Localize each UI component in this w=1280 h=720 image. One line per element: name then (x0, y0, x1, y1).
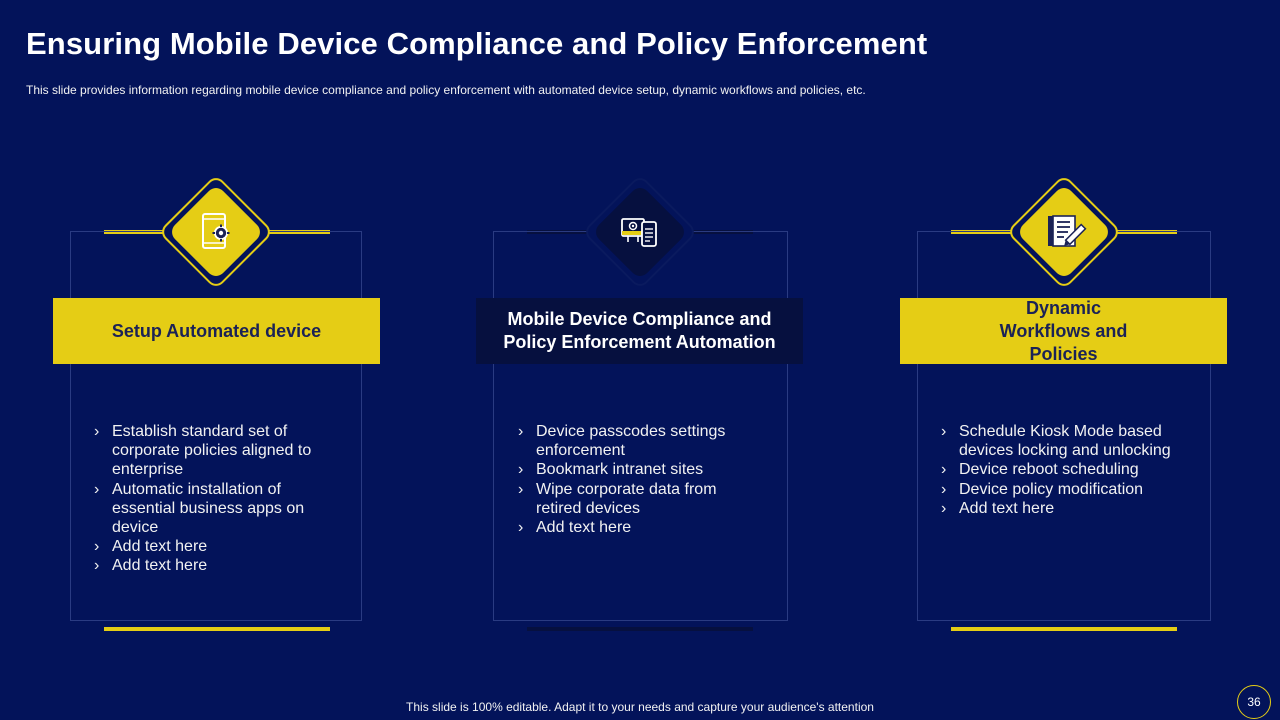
card-header: Dynamic Workflows and Policies (900, 298, 1227, 364)
policy-document-pen-icon (1040, 208, 1088, 256)
devices-compliance-icon (616, 208, 664, 256)
list-item: › Device passcodes settings enforcement (516, 422, 756, 460)
card-bottom-accent-bar (527, 627, 753, 631)
card-header: Mobile Device Compliance and Policy Enforcement Automation (476, 298, 803, 364)
slide-title: Ensuring Mobile Device Compliance and Policy Enforcement (26, 26, 928, 61)
list-item: › Schedule Kiosk Mode based devices locking and unlocking (939, 422, 1189, 460)
icon-diamond (156, 172, 276, 292)
list-item: › Automatic installation of essential business apps on device (92, 480, 322, 538)
list-item: › Wipe corporate data from retired devices (516, 480, 756, 518)
page-number-badge: 36 (1237, 685, 1271, 719)
card-bullet-list (516, 422, 756, 537)
list-item: › Add text here (92, 556, 322, 575)
list-item: › Bookmark intranet sites (516, 460, 756, 479)
list-item: › Add text here (939, 499, 1189, 518)
icon-diamond (580, 172, 700, 292)
card-bottom-accent-bar (951, 627, 1177, 631)
list-item: › Establish standard set of corporate policies aligned to enterprise (92, 422, 322, 480)
tablet-gear-icon (192, 208, 240, 256)
list-item: › Device reboot scheduling (939, 460, 1189, 479)
card-bullet-list (92, 422, 322, 576)
slide-subtitle: This slide provides information regarding mobile device compliance and policy enforcement with automated device setup, dynamic workflows and policies, etc. (26, 83, 866, 97)
card-bullet-list (939, 422, 1189, 518)
card-bottom-accent-bar (104, 627, 330, 631)
icon-diamond (1004, 172, 1124, 292)
list-item: › Device policy modification (939, 480, 1189, 499)
slide-footer: This slide is 100% editable. Adapt it to your needs and capture your audience's attention (406, 700, 874, 714)
card-header: Setup Automated device (53, 298, 380, 364)
list-item: › Add text here (92, 537, 322, 556)
list-item: › Add text here (516, 518, 756, 537)
